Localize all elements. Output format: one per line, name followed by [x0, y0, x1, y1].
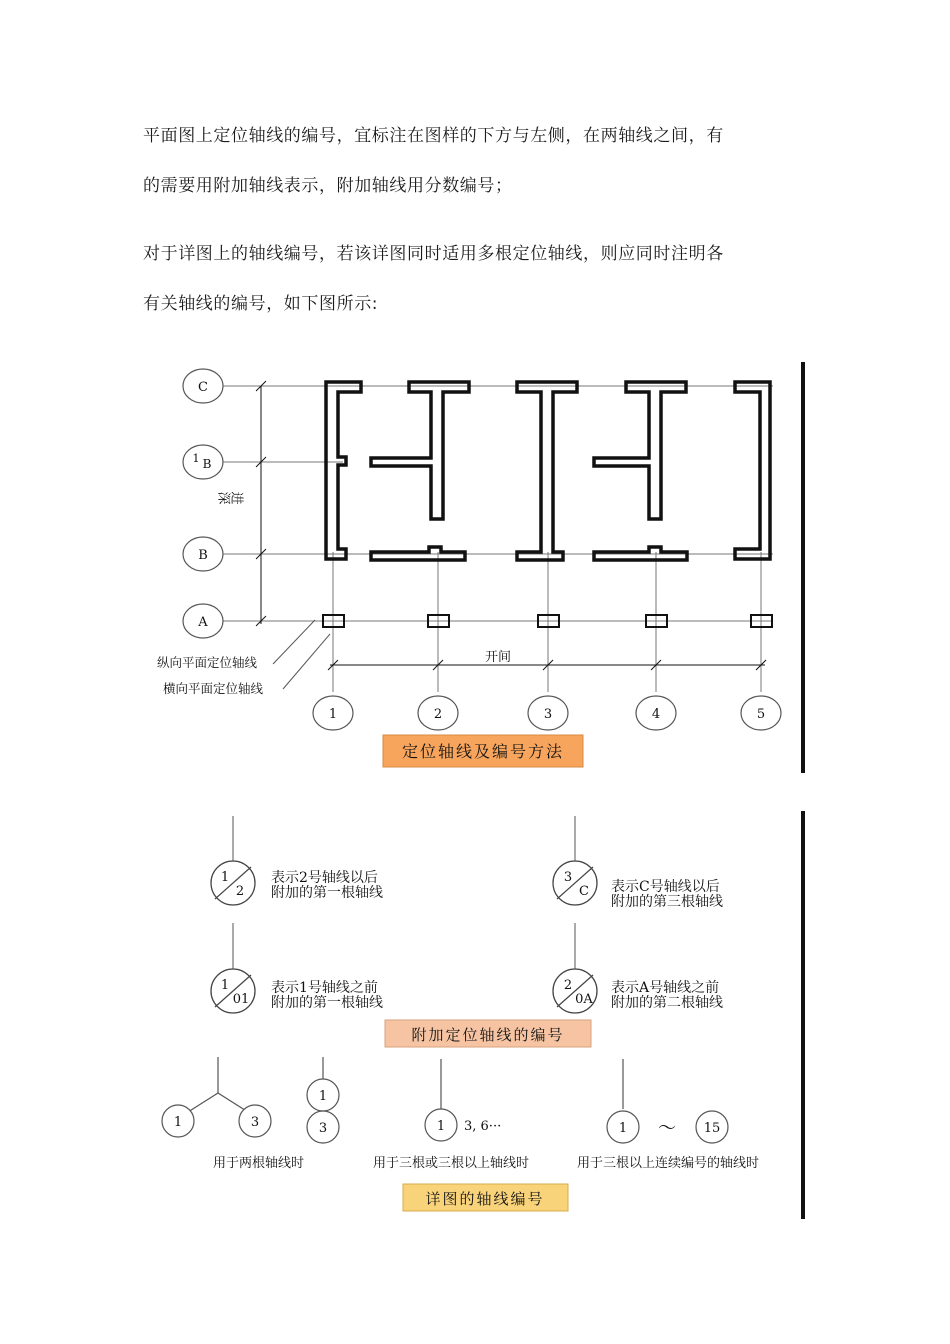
- axis-label-a: A: [198, 615, 208, 630]
- axis-label-5: 5: [756, 707, 766, 722]
- additional-axis-1-01: [211, 923, 255, 1013]
- detail-tilde: ～: [658, 1118, 676, 1139]
- additional-desc-4-line2: 附加的第二根轴线: [611, 995, 723, 1011]
- additional-desc-1-line1: 表示2号轴线以后: [271, 870, 378, 886]
- detail-two-label: 用于两根轴线时: [213, 1156, 305, 1171]
- svg-text:0A: 0A: [575, 992, 593, 1007]
- paragraph-4: 有关轴线的编号，如下图所示:: [143, 294, 379, 314]
- additional-desc-2-line2: 附加的第三根轴线: [611, 894, 723, 910]
- caption-detail: 详图的轴线编号: [425, 1190, 545, 1208]
- plan-walls: [326, 382, 770, 560]
- svg-text:01: 01: [232, 992, 250, 1007]
- bay-dimension: [328, 660, 766, 670]
- axis-label-3: 3: [543, 707, 553, 722]
- additional-desc-3-line2: 附加的第一根轴线: [271, 995, 383, 1011]
- figure1-caption: 定位轴线及编号方法: [401, 742, 565, 761]
- paragraph-2: 的需要用附加轴线表示，附加轴线用分数编号；: [143, 176, 513, 196]
- additional-axis-figure: [143, 811, 807, 1219]
- depth-label: 进深: [218, 488, 244, 504]
- svg-text:1: 1: [220, 978, 230, 993]
- additional-desc-1-line2: 附加的第一根轴线: [271, 885, 383, 901]
- axis-numbering-figure: [143, 362, 807, 773]
- axis-label-1b-sup: 1: [192, 452, 200, 465]
- detail-multi-rest: 3, 6···: [464, 1119, 502, 1134]
- paragraph-3: 对于详图上的轴线编号，若该详图同时适用多根定位轴线，则应同时注明各: [143, 244, 724, 264]
- svg-text:2: 2: [235, 884, 245, 899]
- bay-label: 开间: [485, 650, 512, 665]
- axis-label-1b: B: [202, 457, 212, 471]
- axis-label-1: 1: [328, 707, 338, 722]
- caption-additional: 附加定位轴线的编号: [411, 1026, 565, 1044]
- longitudinal-axis-label: 纵向平面定位轴线: [157, 655, 258, 670]
- col-axis-lines: [333, 552, 761, 692]
- svg-text:1: 1: [220, 870, 230, 885]
- depth-dimension: [256, 381, 266, 626]
- additional-desc-2-line1: 表示C号轴线以后: [611, 879, 720, 895]
- additional-axis-2-0a: [553, 923, 597, 1013]
- axis-label-c: C: [198, 380, 208, 395]
- transverse-axis-label: 横向平面定位轴线: [163, 681, 264, 696]
- additional-desc-3-line1: 表示1号轴线之前: [271, 980, 378, 996]
- svg-text:3: 3: [318, 1121, 328, 1136]
- detail-multi-label: 用于三根或三根以上轴线时: [373, 1156, 530, 1171]
- row-axis-lines: [223, 386, 773, 621]
- detail-cont-label: 用于三根以上连续编号的轴线时: [577, 1156, 760, 1171]
- additional-desc-4-line1: 表示A号轴线之前: [611, 980, 720, 996]
- svg-text:3: 3: [250, 1115, 260, 1130]
- additional-axis-3-c: [553, 816, 597, 905]
- svg-text:C: C: [579, 884, 589, 899]
- svg-text:1: 1: [436, 1119, 446, 1134]
- svg-text:3: 3: [563, 870, 573, 885]
- additional-axis-1-2: [211, 816, 255, 905]
- svg-text:1: 1: [618, 1121, 628, 1136]
- axis-label-4: 4: [651, 707, 661, 722]
- axis-label-b: B: [198, 548, 208, 563]
- paragraph-1: 平面图上定位轴线的编号，宜标注在图样的下方与左侧，在两轴线之间，有: [143, 126, 724, 146]
- axis-label-2: 2: [433, 707, 443, 722]
- svg-text:2: 2: [563, 978, 573, 993]
- svg-text:15: 15: [703, 1121, 721, 1136]
- svg-text:1: 1: [318, 1089, 328, 1104]
- svg-text:1: 1: [173, 1115, 183, 1130]
